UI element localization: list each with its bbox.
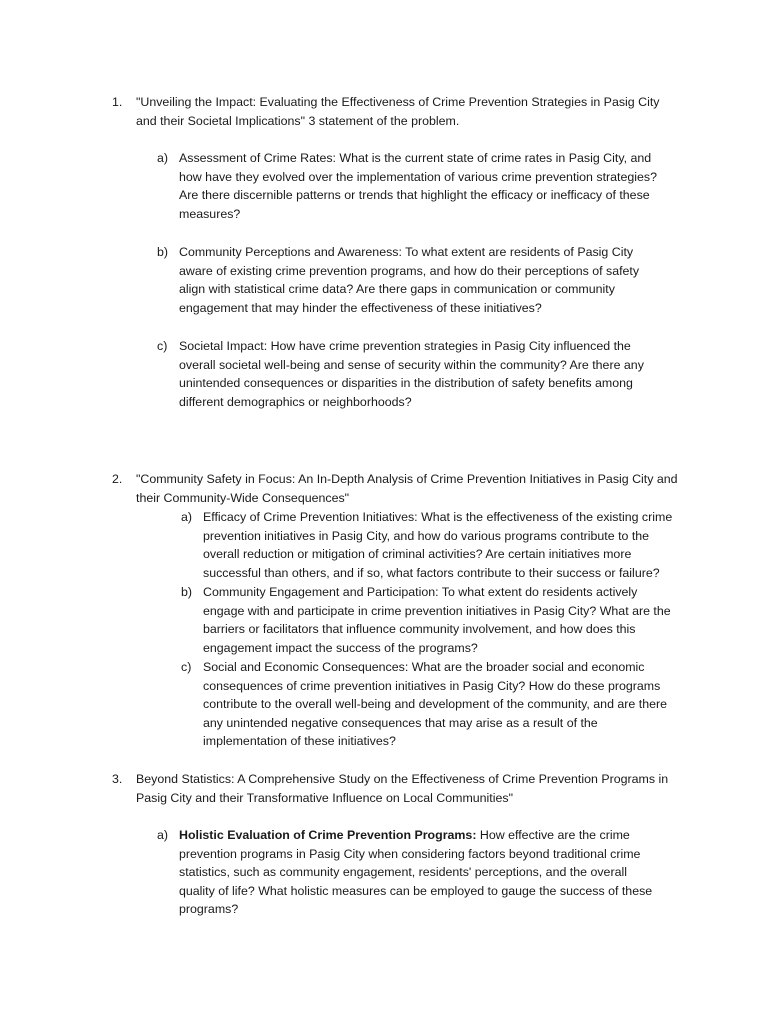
sub-item-2a [181,508,681,582]
sub-body: How effective are the crime prevention programs in Pasig City when considering factors beyond traditional crime statistics, such as community engagement, residents' perceptions, and the overall quality of life? What holistic measures can be employed to gauge the success of these programs? [179,828,653,917]
sub-letter: a) [181,510,193,524]
sub-text: Community Perceptions and Awareness: To what extent are residents of Pasig City aware of existing crime prevention programs, and how do their perceptions of safety align with statistical crime data? Are there gaps in communication or community engagement that may hinder the effectiveness of these initiatives? [179,245,640,315]
item-number: 1. [112,95,123,109]
item-number: 3. [112,772,123,786]
sub-letter: c) [157,339,168,353]
sub-text [179,826,657,919]
sub-text: Efficacy of Crime Prevention Initiatives: What is the effectiveness of the existing crime prevention initiatives in Pasig City, and how do various programs contribute to the overall reduction or mitigation of criminal activities? Are certain initiatives more successful than others, and if so, what factors contribute to their success or failure? [203,510,673,580]
sub-item-2b [181,583,681,657]
sub-item-1a [157,149,657,223]
sub-item-2c [181,658,681,751]
sub-letter: a) [157,151,169,165]
sub-letter: c) [181,660,192,674]
sub-item-3a [157,826,657,919]
sub-bold-lead: Holistic Evaluation of Crime Prevention Programs: [179,828,477,842]
item-title: "Community Safety in Focus: An In-Depth Analysis of Crime Prevention Initiatives in Pasig City and their Community-Wide Consequences" [136,472,678,505]
problem-item-1 [112,93,682,130]
sub-text: Societal Impact: How have crime prevention strategies in Pasig City influenced the overall societal well-being and sense of security within the community? Are there any unintended consequences or disparities in the distribution of safety benefits among different demographics or neighborhoods? [179,339,644,409]
item-title: Beyond Statistics: A Comprehensive Study on the Effectiveness of Crime Prevention Programs in Pasig City and their Transformative Influence on Local Communities" [136,772,669,805]
problem-item-2 [112,470,682,507]
sub-text: Assessment of Crime Rates: What is the current state of crime rates in Pasig City, and how have they evolved over the implementation of various crime prevention strategies? Are there discernible patterns or trends that highlight the efficacy or inefficacy of these measures? [179,151,657,221]
problem-item-3 [112,770,682,807]
sub-letter: b) [157,245,169,259]
sub-letter: a) [157,828,169,842]
item-number: 2. [112,472,123,486]
sub-item-1b [157,243,657,317]
item-title: "Unveiling the Impact: Evaluating the Effectiveness of Crime Prevention Strategies in Pasig City and their Societal Implications" 3 statement of the problem. [136,95,660,128]
sub-text: Community Engagement and Participation: To what extent do residents actively engage with and participate in crime prevention initiatives in Pasig City? What are the barriers or facilitators that influence community involvement, and how does this engagement impact the success of the programs? [203,585,671,655]
sub-text: Social and Economic Consequences: What are the broader social and economic consequences of crime prevention initiatives in Pasig City? How do these programs contribute to the overall well-being and development of the community, and are there any unintended negative consequences that may arise as a result of the implementation of these initiatives? [203,660,668,749]
sub-item-1c [157,337,657,411]
sub-letter: b) [181,585,193,599]
